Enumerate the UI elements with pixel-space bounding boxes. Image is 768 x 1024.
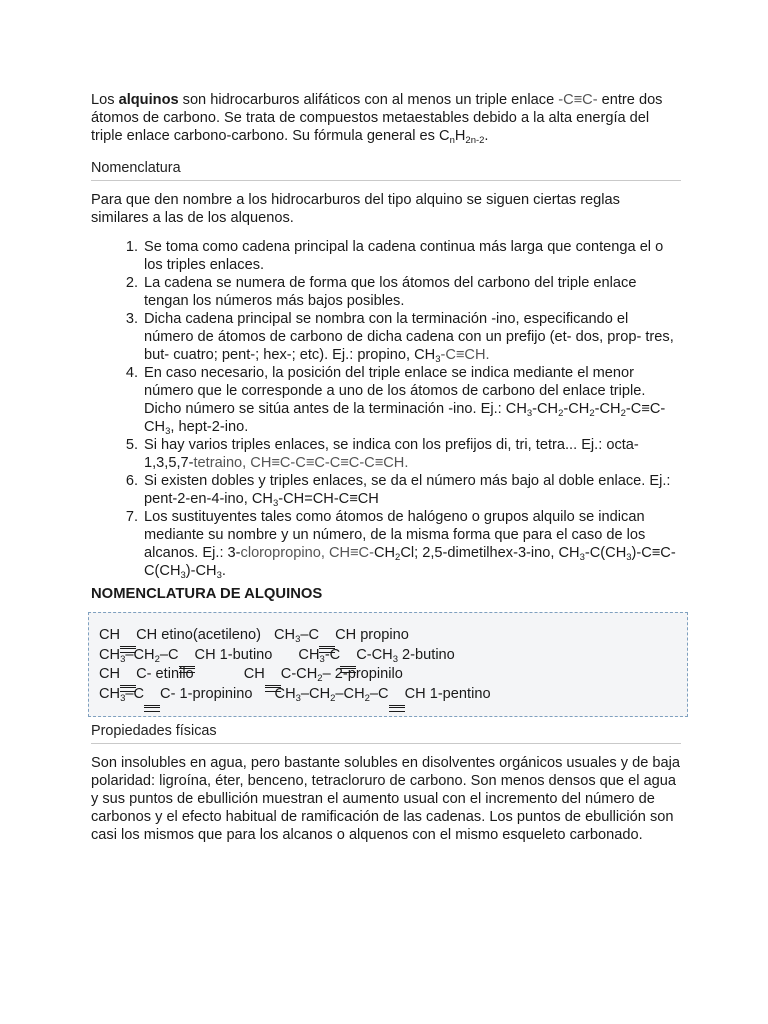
subscript: 3 [435, 354, 441, 365]
subscript: 3 [120, 653, 126, 665]
text-segment: –C [125, 685, 145, 702]
nomenclatura-alquinos-heading: NOMENCLATURA DE ALQUINOS [91, 586, 323, 602]
intro-text: entre dos átomos de carbono. Se trata de compuestos metaestables debido a la alta energía del triple enlace carbono-carbono. Su fórmula general es C [91, 92, 663, 144]
list-number: 1. [125, 239, 138, 255]
nomenclatura-heading: Nomenclatura [91, 159, 681, 181]
subscript: 3 [626, 552, 632, 563]
list-number: 4. [125, 365, 138, 381]
subscript: 3 [295, 634, 301, 645]
subscript: 3 [272, 498, 279, 509]
subscript: 2 [589, 408, 595, 419]
subscript: 3 [216, 570, 222, 581]
text-segment: )-CH [185, 563, 217, 579]
subscript: 3 [180, 570, 186, 581]
text-segment: CH [243, 666, 265, 683]
example-row [99, 646, 687, 666]
formula-segment: -C≡CH. [440, 347, 490, 363]
text-segment: CH 1-pentino [404, 685, 491, 702]
nomenclatura-paragraph: Para que den nombre a los hidrocarburos del tipo alquino se siguen ciertas reglas similares a las de los alquenos. [91, 192, 620, 226]
list-item [91, 436, 681, 472]
subscript: 3 [120, 692, 126, 704]
text-segment: -CH [594, 401, 621, 417]
list-number: 7. [125, 509, 138, 525]
propiedades-paragraph: Son insolubles en agua, pero bastante solubles en disolventes orgánicos usuales y de baja polaridad: ligroína, éter, benceno, tetracloruro de carbono. Son menos densos que el agua y sus puntos de ebullición muestran el aumento usual con el incremento del número de carbonos y el efecto habitual de ramificación de las cadenas. Los puntos de ebullición son casi los mismos que para los alcanos o alquenos con el mismo esqueleto carbonado. [91, 755, 681, 844]
list-text [144, 436, 681, 472]
text-segment: Cl; 2,5-dimetilhex-3-ino, CH [400, 545, 580, 561]
intro-text: son hidrocarburos alifáticos con al menos un triple enlace [178, 92, 559, 108]
text-segment: C-CH [280, 666, 318, 683]
subscript: 3 [295, 692, 301, 704]
text-segment: CH [99, 627, 121, 643]
text-segment: -C [324, 646, 341, 663]
subscript: 2n-2 [465, 135, 485, 146]
text-segment: CH [99, 666, 121, 683]
list-text [144, 508, 681, 580]
list-text: Se toma como cadena principal la cadena continua más larga que contenga el o los triples enlaces. [144, 239, 664, 273]
subscript: 2 [620, 408, 626, 419]
propiedades-heading: Propiedades físicas [91, 722, 681, 744]
subscript: 3 [319, 653, 325, 665]
text-segment: CH propino [335, 627, 409, 643]
rules-list [91, 238, 681, 580]
subscript: 2 [317, 673, 323, 685]
list-number: 2. [125, 275, 138, 291]
subscript: 2 [330, 692, 336, 704]
formula-segment: tetraino, CH≡C-C≡C-C≡C-C≡CH. [193, 455, 409, 471]
list-item [91, 274, 681, 310]
text-segment: – 2-propinilo [322, 666, 403, 683]
list-number: 6. [125, 473, 138, 489]
subscript: 3 [526, 408, 533, 419]
text-segment: CH [99, 685, 121, 702]
example-row [99, 685, 687, 705]
subscript: 3 [579, 552, 585, 563]
text-segment: –C [300, 627, 320, 643]
text-segment: CH [274, 627, 296, 643]
text-segment: En caso necesario, la posición del triple enlace se indica mediante el menor número que le corresponde a uno de los átomos de carbono del enlace triple. Dicho número se sitúa antes de la terminación -ino. Ej.: CH [144, 365, 646, 417]
subscript: 3 [392, 653, 398, 665]
intro-text: . [484, 128, 489, 144]
subscript: 2 [395, 552, 401, 563]
subscript: 2 [558, 408, 564, 419]
list-text [144, 364, 681, 436]
triple-bond-formula: -C≡C- [558, 92, 598, 108]
list-item [91, 472, 681, 508]
intro-text: Los [91, 92, 119, 108]
text-segment: Los sustituyentes tales como átomos de halógeno o grupos alquilo se indican mediante su nombre y un número, de la misma forma que para el caso de los alcanos. Ej.: 3- [144, 509, 646, 561]
text-segment: CH etino(acetileno) [136, 627, 262, 643]
text-segment: )-C≡C-C(CH [144, 545, 676, 579]
text-segment: -C≡C-CH [144, 401, 666, 435]
intro-paragraph [91, 91, 681, 145]
text-segment: . [221, 563, 226, 579]
text-segment: –C [369, 685, 389, 702]
list-item [91, 238, 681, 274]
list-item [91, 364, 681, 436]
text-segment: Dicha cadena principal se nombra con la terminación -ino, especificando el número de átomos de carbono de dicha cadena con un prefijo (et- dos, prop- tres, but- cuatro; pent-; hex-; etc). Ej.: propino, CH [144, 311, 674, 363]
text-segment: 2-butino [398, 646, 455, 663]
list-text [144, 310, 681, 364]
list-item [91, 310, 681, 364]
list-text: La cadena se numera de forma que los átomos del carbono del triple enlace tengan los números más bajos posibles. [144, 275, 637, 309]
text-segment: Si existen dobles y triples enlaces, se da el número más bajo al doble enlace. Ej.: pent-2-en-4-ino, CH [144, 473, 671, 507]
list-number: 3. [125, 311, 138, 327]
intro-text: H [454, 128, 466, 144]
list-number: 5. [125, 437, 138, 453]
example-row [99, 626, 687, 646]
text-segment: –C [159, 646, 179, 663]
text-segment: C- etinilo [136, 666, 194, 683]
text-segment: -CH=CH-C≡CH [278, 491, 379, 507]
text-segment: CH [99, 646, 121, 663]
document-page [91, 91, 681, 844]
formula-segment: cloropropino, CH≡C- [240, 545, 374, 561]
subscript: 2 [364, 692, 370, 704]
text-segment: C-CH [356, 646, 393, 663]
text-segment: CH [298, 646, 320, 663]
text-segment: –CH [125, 646, 155, 663]
text-segment: -C(CH [584, 545, 627, 561]
text-segment: CH [274, 685, 296, 702]
subscript: 2 [154, 653, 160, 665]
text-segment: C- 1-propinino [160, 685, 253, 702]
text-segment: -CH [532, 401, 559, 417]
alquinos-examples-box [88, 612, 688, 717]
list-text [144, 472, 681, 508]
text-segment: -CH [563, 401, 590, 417]
subscript: n [449, 135, 455, 146]
alquinos-term: alquinos [118, 92, 179, 108]
text-segment: –CH [335, 685, 365, 702]
subscript: 3 [165, 426, 171, 437]
text-segment: CH [373, 545, 396, 561]
text-segment: Si hay varios triples enlaces, se indica con los prefijos di, tri, tetra... Ej.: octa-1,3,5,7- [144, 437, 639, 471]
text-segment: CH 1-butino [194, 646, 273, 663]
list-item [91, 508, 681, 580]
text-segment: –CH [300, 685, 331, 702]
text-segment: , hept-2-ino. [170, 419, 249, 435]
